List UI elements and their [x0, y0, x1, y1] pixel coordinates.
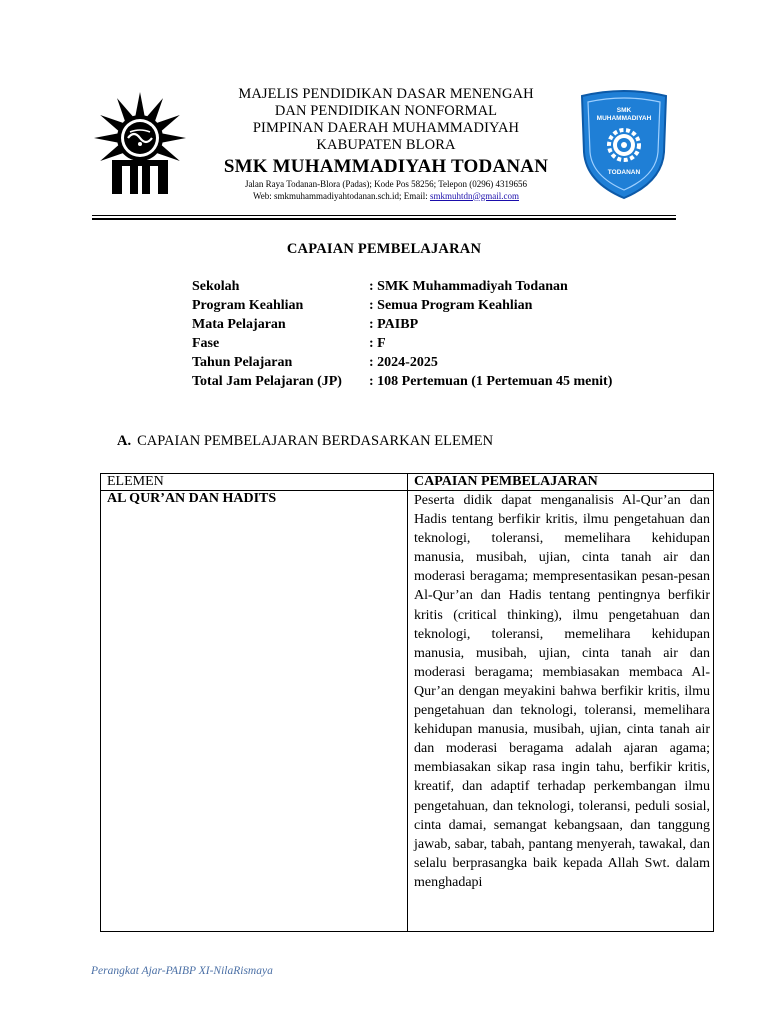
info-value: : SMK Muhammadiyah Todanan: [369, 279, 568, 294]
school-name: SMK MUHAMMADIYAH TODANAN: [223, 156, 549, 177]
info-value: : 108 Pertemuan (1 Pertemuan 45 menit): [369, 374, 613, 389]
info-key: Mata Pelajaran: [192, 317, 286, 332]
muhammadiyah-logo-icon: [90, 92, 190, 196]
email-link[interactable]: smkmuhtdn@gmail.com: [429, 190, 520, 201]
info-row-sekolah: [192, 279, 672, 298]
info-row-tahun: [192, 355, 672, 374]
letterhead-line-1: MAJELIS PENDIDIKAN DASAR MENENGAH: [238, 86, 534, 102]
info-key: Sekolah: [192, 279, 240, 294]
school-contact: [200, 191, 572, 203]
info-row-fase: [192, 336, 672, 355]
info-value: : PAIBP: [369, 317, 419, 332]
table-row: [101, 491, 714, 932]
info-value: : F: [369, 336, 386, 351]
school-address: Jalan Raya Todanan-Blora (Padas); Kode Pos 58256; Telepon (0296) 4319656: [244, 179, 528, 189]
info-row-program: [192, 298, 672, 317]
section-heading: [117, 433, 493, 450]
letterhead-line-4: KABUPATEN BLORA: [316, 137, 456, 153]
section-title: CAPAIAN PEMBELAJARAN BERDASARKAN ELEMEN: [137, 433, 494, 449]
letterhead: [200, 86, 572, 202]
info-value: : 2024-2025: [369, 355, 438, 370]
letterhead-line-3: PIMPINAN DAERAH MUHAMMADIYAH: [252, 120, 520, 136]
info-key: Program Keahlian: [192, 298, 304, 313]
header-elemen: ELEMEN: [101, 474, 408, 491]
badge-text-bottom: TODANAN: [607, 169, 641, 176]
letterhead-line-2: DAN PENDIDIKAN NONFORMAL: [274, 103, 498, 119]
cell-elemen: AL QUR’AN DAN HADITS: [101, 491, 408, 932]
info-key: Fase: [192, 336, 220, 351]
web-label: Web: smkmuhammadiyahtodanan.sch.id; Email:: [252, 190, 430, 201]
info-value: : Semua Program Keahlian: [369, 298, 533, 313]
info-block: [192, 279, 672, 393]
page-footer: Perangkat Ajar-PAIBP XI-NilaRismaya: [91, 965, 273, 977]
info-key: Total Jam Pelajaran (JP): [192, 374, 342, 389]
section-number: A.: [117, 433, 132, 449]
document-title: CAPAIAN PEMBELAJARAN: [286, 241, 482, 257]
badge-text-middle: MUHAMMADIYAH: [596, 115, 652, 122]
letterhead-divider-thick: [92, 218, 676, 220]
info-row-mapel: [192, 317, 672, 336]
badge-text-top: SMK: [616, 107, 632, 114]
letterhead-divider-thin: [92, 215, 676, 216]
table-header-row: [101, 474, 714, 491]
cell-capaian: Peserta didik dapat menganalisis Al-Qur’an dan Hadis tentang berfikir kritis, ilmu pengetahuan dan teknologi, toleransi, memelihara kehidupan manusia, musibah, ujian, cinta tanah air dan moderasi beragama; mempresentasikan pesan-pesan Al-Qur’an dan Hadis tentang pentingnya berfikir kritis (critical thinking), ilmu pengetahuan dan teknologi, toleransi, memelihara kehidupan manusia, musibah, ujian, cinta tanah air dan moderasi beragama; membiasakan membaca Al-Qur’an dengan meyakini bahwa berfikir kritis, ilmu pengetahuan dan teknologi, toleransi, memelihara kehidupan manusia, musibah, ujian, cinta tanah air dan moderasi beragama adalah ajaran agama; membiasakan sikap rasa ingin tahu, berfikir kritis, kreatif, dan adaptif terhadap perkembangan ilmu pengetahuan, dan teknologi, toleransi, peduli sosial, cinta damai, semangat kebangsaan, dan tanggung jawab, sabar, tabah, pantang menyerah, tawakal, dan selalu berprasangka baik kepada Allah Swt. dalam menghadapi: [408, 491, 714, 932]
capaian-table: [100, 473, 714, 932]
school-badge-icon: [578, 90, 670, 200]
header-capaian: CAPAIAN PEMBELAJARAN: [408, 474, 714, 491]
info-row-jp: [192, 374, 672, 393]
info-key: Tahun Pelajaran: [192, 355, 293, 370]
